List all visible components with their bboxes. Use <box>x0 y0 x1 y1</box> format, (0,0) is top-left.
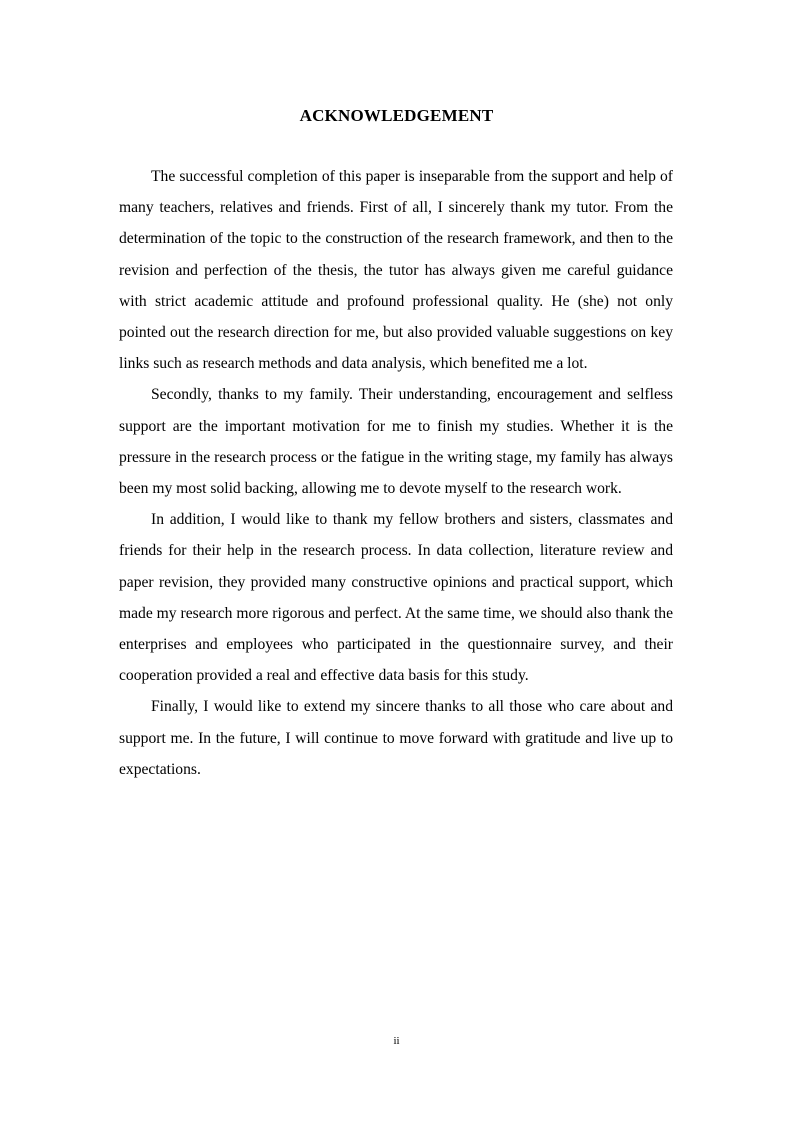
paragraph-family: Secondly, thanks to my family. Their understanding, encouragement and selfless support are the important motivation for me to finish my studies. Whether it is the pressure in the research process or the fatigue in the writing stage, my family has always been my most solid backing, allowing me to devote myself to the research work. <box>119 386 673 498</box>
page-number: ii <box>393 1035 400 1047</box>
paragraph-classmates: In addition, I would like to thank my fellow brothers and sisters, classmates and friends for their help in the research process. In data collection, literature review and paper revision, they provided many constructive opinions and practical support, which made my research more rigorous and perfect. At the same time, we should also thank the enterprises and employees who participated in the questionnaire survey, and their cooperation provided a real and effective data basis for this study. <box>119 511 673 685</box>
page-title: ACKNOWLEDGEMENT <box>299 106 494 125</box>
paragraph-tutor: The successful completion of this paper is inseparable from the support and help of many teachers, relatives and friends. First of all, I sincerely thank my tutor. From the determination of the topic to the construction of the research framework, and then to the revision and perfection of the thesis, the tutor has always given me careful guidance with strict academic attitude and profound professional quality. He (she) not only pointed out the research direction for me, but also provided valuable suggestions on key links such as research methods and data analysis, which benefited me a lot. <box>119 168 673 373</box>
paragraph-closing: Finally, I would like to extend my sincere thanks to all those who care about and support me. In the future, I will continue to move forward with gratitude and live up to expectations. <box>119 698 673 778</box>
acknowledgement-body <box>119 161 673 785</box>
